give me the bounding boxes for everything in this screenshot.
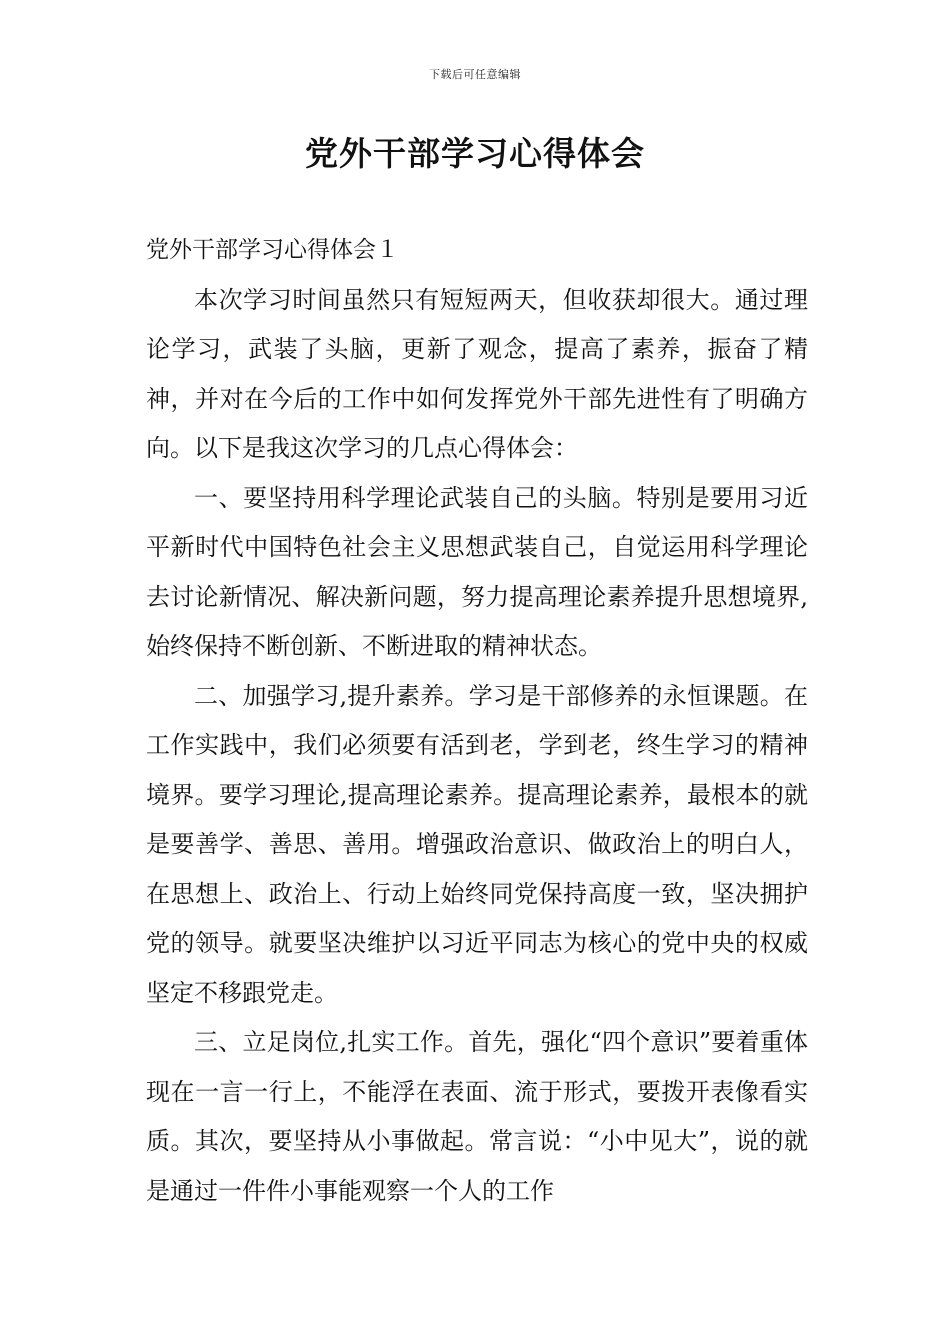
section-subtitle: 党外干部学习心得体会１ bbox=[146, 237, 399, 263]
paragraph-point-three: 三、立足岗位,扎实工作。首先，强化“四个意识”要着重体现在一言一行上，不能浮在表面、流于形式，要拨开表像看实质。其次，要坚持从小事做起。常言说：“小中见大”，说的就是通过一件件小事能观察一个人的工作 bbox=[146, 1028, 808, 1205]
paragraph-point-two: 二、加强学习,提升素养。学习是干部修养的永恒课题。在工作实践中，我们必须要有活到老，学到老，终生学习的精神境界。要学习理论,提高理论素养。提高理论素养，最根本的就是要善学、善思、善用。增强政治意识、做政治上的明白人，在思想上、政治上、行动上始终同党保持高度一致，坚决拥护党的领导。就要坚决维护以习近平同志为核心的党中央的权威坚定不移跟党走。 bbox=[146, 681, 808, 1007]
header-note: 下载后可任意编辑 bbox=[429, 68, 521, 81]
document-title: 党外干部学习心得体会 bbox=[305, 134, 645, 173]
document-body bbox=[146, 226, 808, 1216]
paragraph-point-one: 一、要坚持用科学理论武装自己的头脑。特别是要用习近平新时代中国特色社会主义思想武装自己，自觉运用科学理论去讨论新情况、解决新问题，努力提高理论素养提升思想境界,始终保持不断创新、不断进取的精神状态。 bbox=[146, 483, 808, 660]
paragraph-intro: 本次学习时间虽然只有短短两天，但收获却很大。通过理论学习，武装了头脑，更新了观念，提高了素养，振奋了精神，并对在今后的工作中如何发挥党外干部先进性有了明确方向。以下是我这次学习的几点心得体会： bbox=[146, 285, 808, 462]
